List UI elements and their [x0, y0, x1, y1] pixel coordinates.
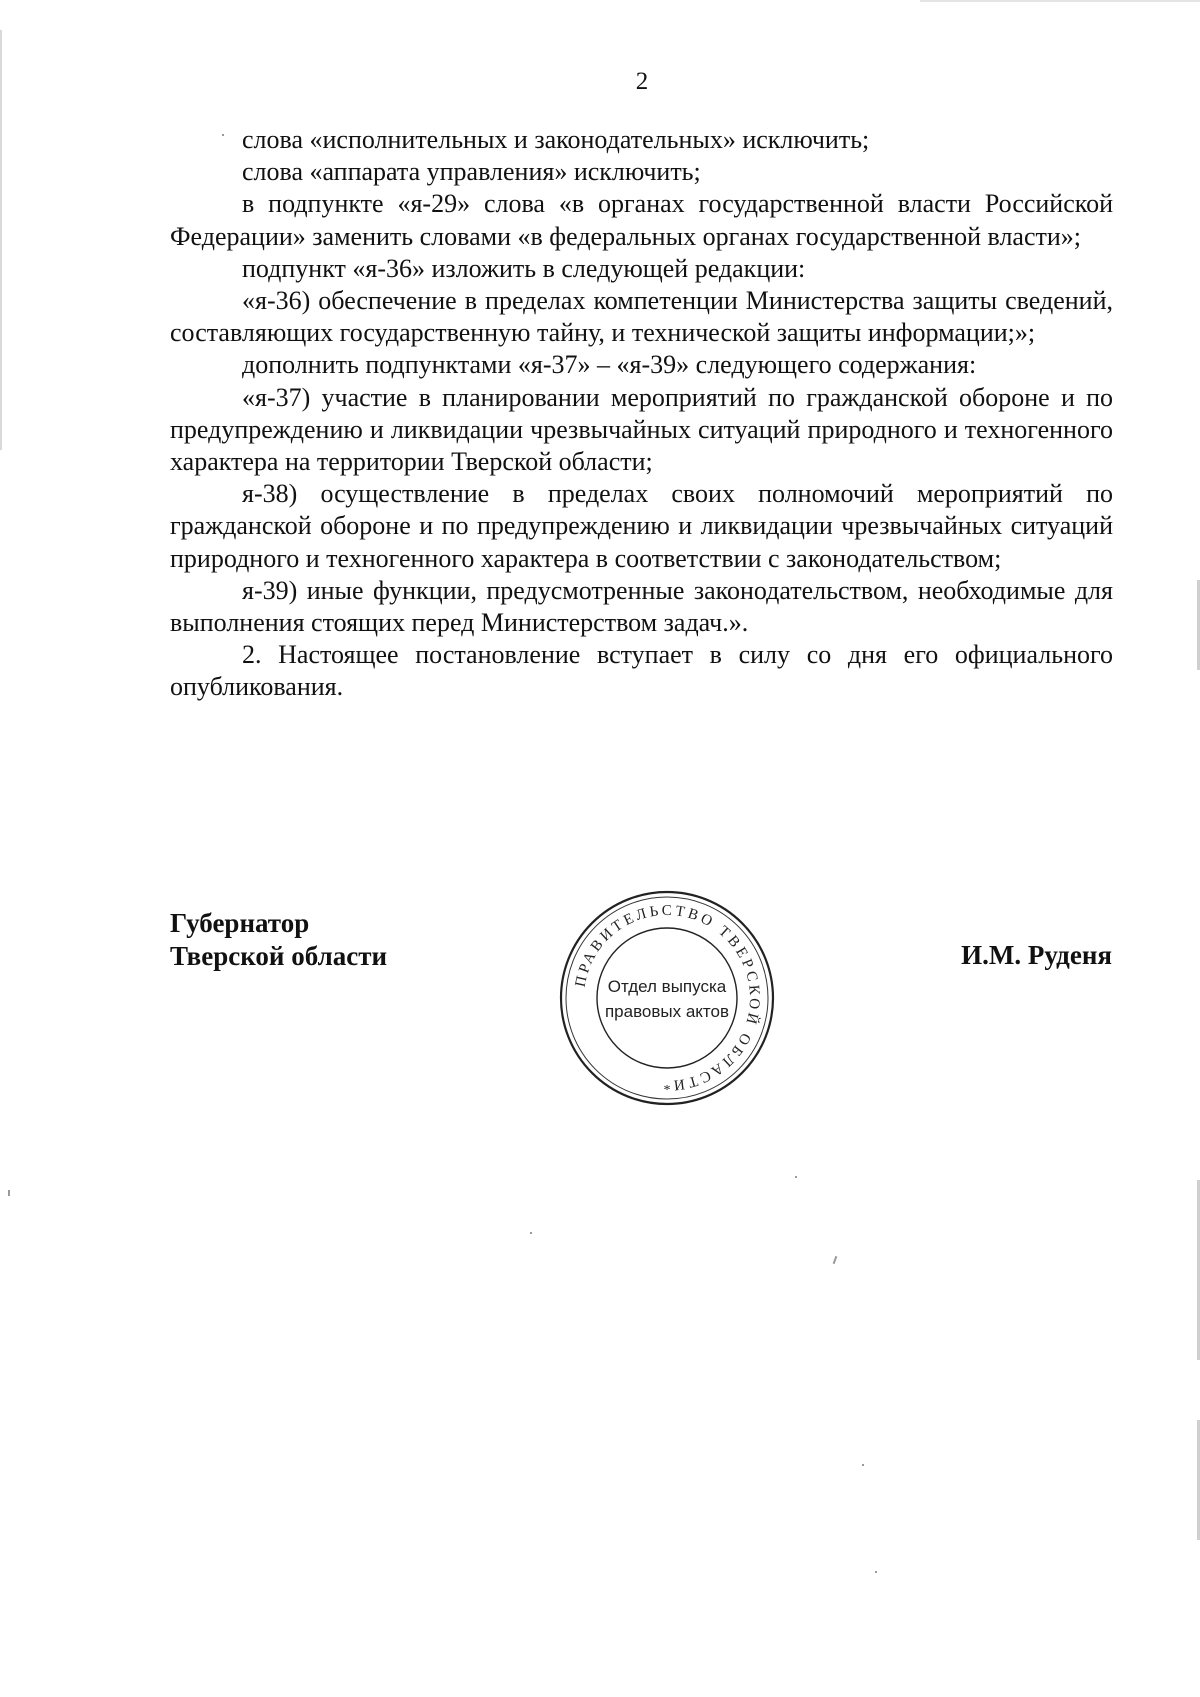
- scan-speck: [795, 1176, 797, 1178]
- scan-edge-top: [920, 0, 1200, 2]
- paragraph: я-39) иные функции, предусмотренные законодательством, необходимые для выполнения стоящих перед Министерством задач.».: [170, 575, 1113, 638]
- signatory-position-line2: Тверской области: [170, 941, 388, 971]
- paragraph: дополнить подпунктами «я-37» – «я-39» следующего содержания:: [242, 350, 977, 380]
- scan-speck: [862, 1464, 864, 1466]
- signatory-position: [170, 907, 387, 973]
- paragraph: слова «аппарата управления» исключить;: [242, 157, 701, 187]
- signatory-name: И.М. Руденя: [961, 940, 1112, 970]
- paragraph: слова «исполнительных и законодательных» исключить;: [242, 125, 870, 154]
- paragraph: 2. Настоящее постановление вступает в силу со дня его официального опубликования.: [170, 640, 1113, 702]
- scan-speck: [875, 1571, 877, 1573]
- scan-speck: [833, 1256, 838, 1264]
- stamp-star-mark: *: [663, 1083, 671, 1098]
- document-body: [170, 124, 1113, 704]
- stamp-ring-text: ПРАВИТЕЛЬСТВО ТВЕРСКОЙ ОБЛАСТИ: [572, 902, 763, 1094]
- stamp-center-line2: правовых актов: [604, 1002, 730, 1021]
- paragraph: «я-37) участие в планировании мероприятий по гражданской обороне и по предупреждению и ликвидации чрезвычайных ситуаций природного и техногенного характера на территории Тверской области;: [170, 382, 1113, 477]
- stamp-outer-ring: [561, 892, 773, 1104]
- stamp-inner-ring: [597, 928, 737, 1068]
- scan-speck: [222, 134, 224, 136]
- paragraph: подпункт «я-36» изложить в следующей редакции:: [242, 253, 806, 283]
- official-stamp: [553, 884, 781, 1112]
- scan-speck: [8, 1190, 10, 1196]
- paragraph: «я-36) обеспечение в пределах компетенции Министерства защиты сведений, составляющих государственную тайну, и технической защиты информации;»;: [170, 286, 1113, 348]
- signatory-position-line1: Губернатор: [170, 908, 310, 938]
- page-number: 2: [635, 68, 649, 95]
- paragraph: в подпункте «я-29» слова «в органах государственной власти Российской Федерации» заменить словами «в федеральных органах государственной власти»;: [170, 189, 1113, 251]
- stamp-center-line1: Отдел выпуска: [607, 977, 727, 996]
- scan-speck: [530, 1232, 532, 1234]
- paragraph: я-38) осуществление в пределах своих полномочий мероприятий по гражданской обороне и по предупреждению и ликвидации чрезвычайных ситуаций природного и техногенного характера в соответствии с законодательством;: [170, 479, 1113, 573]
